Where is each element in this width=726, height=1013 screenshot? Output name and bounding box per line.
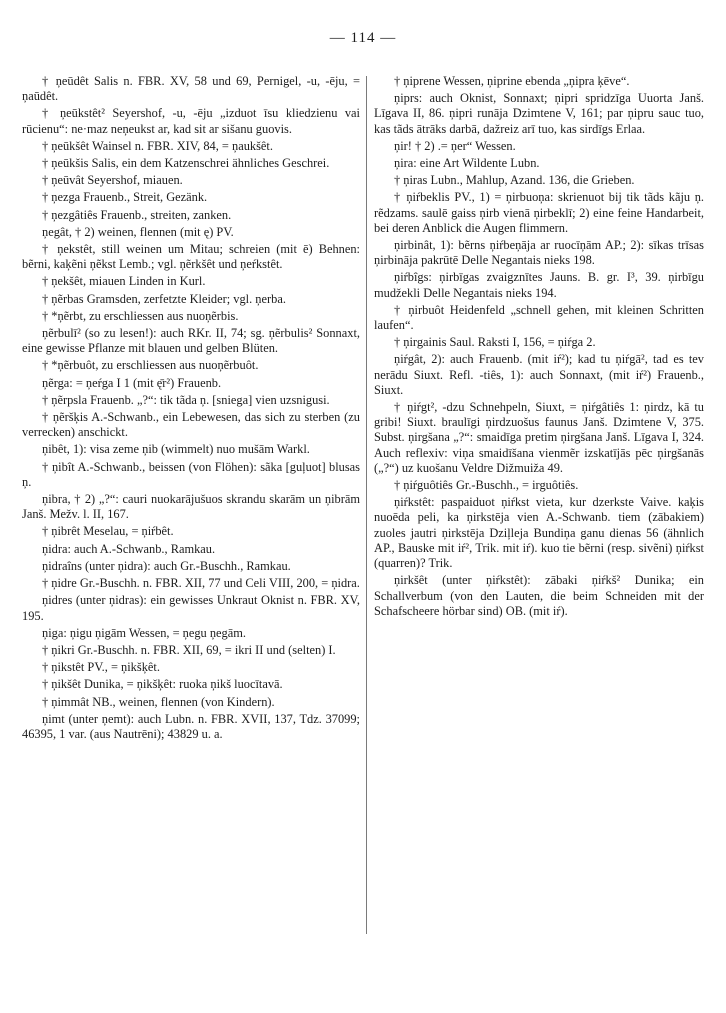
dictionary-entry: † ņiŕbeklis PV., 1) = ņirbuoņa: skrienuot bij tik tãds kãju ņ. rẽdzams. saulē gaiss ņirb vienā ņirbeklī; 2) eine feine Handarbeit, bei deren Anblick die Augen flimmern.: [374, 190, 704, 235]
dictionary-entry: † ņikstêt PV., = ņikšķêt.: [42, 660, 160, 675]
dictionary-entry: † ņiŕgt², -dzu Schnehpeln, Siuxt, = ņiŕgâtiês 1: ņirdz, kā tu gribi! Siuxt. braulīgi ņirdzuošus faunus Janš. Dzimtene V, 375. Subst. ņirgšana „?“: smaidīga pretim ņirgšana Janš. Līgava I, 324. Auch reflexiv: viņa smaidīšana vienmẽr izskatījās pēc ņirgšanās („?“) uz kuošanu Veldre Dižmuiža 49.: [374, 400, 704, 475]
dictionary-entry: ņibra, † 2) „?“: cauri nuokarājušuos skrandu skarām un ņibrām Janš. Mežv. l. II, 167.: [22, 492, 360, 522]
right-column: [374, 74, 704, 621]
dictionary-entry: ņiga: ņigu ņigām Wessen, = ņegu ņegām.: [42, 625, 246, 640]
dictionary-entry: † ņirbuôt Heidenfeld „schnell gehen, mit kleinen Schritten laufen“.: [374, 302, 704, 333]
dictionary-entry: † ņezgâtiês Frauenb., streiten, zanken.: [42, 207, 232, 222]
dictionary-entry: ņimt (unter ņemt): auch Lubn. n. FBR. XVII, 137, Tdz. 37099; 46395, 1 var. (aus Nautrēni); 43829 u. a.: [22, 711, 360, 741]
dictionary-entry: † ņibrêt Meselau, = ņiŕbêt.: [42, 524, 174, 539]
dictionary-entry: ņidraîns (unter ņidra): auch Gr.-Buschh., Ramkau.: [42, 558, 291, 573]
dictionary-entry: † ņiras Lubn., Mahlup, Azand. 136, die Grieben.: [394, 173, 635, 188]
dictionary-entry: † ņiŕguôtiês Gr.-Buschh., = irguôtiês.: [394, 478, 579, 493]
dictionary-entry: † ņibît A.-Schwanb., beissen (von Flöhen): sãka [guļuot] blusas ņ.: [22, 459, 360, 489]
dictionary-entry: ņira: eine Art Wildente Lubn.: [394, 156, 540, 171]
dictionary-entry: † ņikri Gr.-Buschh. n. FBR. XII, 69, = ikri II und (selten) I.: [42, 642, 336, 657]
left-column: [22, 74, 360, 744]
dictionary-entry: ņirkšêt (unter ņiŕkstêt): zābaki ņiŕkš² Dunika; ein Schallverbum (von den Lauten, die beim Schneiden mit der Schafscheere hörbar sind) OB. (mit iŕ).: [374, 573, 704, 618]
dictionary-entry: ņẽrbulī² (so zu lesen!): auch RKr. II, 74; sg. ņẽrbulis² Sonnaxt, eine gewisse Pflanze mit blauen und gelben Blüten.: [22, 326, 360, 356]
column-divider: [366, 76, 367, 934]
dictionary-entry: † *ņẽrbuôt, zu erschliessen aus nuoņẽrbuôt.: [42, 358, 259, 373]
dictionary-entry: † *ņẽrbt, zu erschliessen aus nuoņẽrbis.: [42, 308, 239, 323]
dictionary-entry: † ņẽrpsla Frauenb. „?“: tik tãda ņ. [sniega] vien uzsnigusi.: [42, 392, 330, 407]
dictionary-entry: † ņezga Frauenb., Streit, Gezänk.: [42, 190, 208, 205]
dictionary-entry: ņegât, † 2) weinen, flennen (mit ę) PV.: [42, 224, 234, 239]
dictionary-entry: † ņeūkšis Salis, ein dem Katzenschrei ähnliches Geschrei.: [42, 156, 330, 171]
dictionary-entry: † ņẽrbas Gramsden, zerfetzte Kleider; vgl. ņerba.: [42, 291, 286, 306]
dictionary-entry: ņir! † 2) .= ņer“ Wessen.: [394, 138, 516, 153]
dictionary-entry: † ņirgainis Saul. Raksti I, 156, = ņiŕga 2.: [394, 335, 596, 350]
dictionary-entry: † ņekšêt, miauen Linden in Kurl.: [42, 274, 206, 289]
dictionary-entry: † ņikšêt Dunika, = ņikšķêt: ruoka ņikš luocītavā.: [42, 677, 283, 692]
dictionary-entry: ņidres (unter ņidras): ein gewisses Unkraut Oknist n. FBR. XV, 195.: [22, 593, 360, 623]
dictionary-entry: † ņeūdêt Salis n. FBR. XV, 58 und 69, Pernigel, -u, -ēju, = ņaūdêt.: [22, 74, 360, 104]
dictionary-entry: ņiŕgât, 2): auch Frauenb. (mit iŕ²); kad tu ņiŕgā², tad es tev nerādu Siuxt. Refl. -tiês, 1): auch Sonnaxt, (mit iŕ²) Frauenb., Siuxt.: [374, 352, 704, 397]
dictionary-entry: † ņẽršķis A.-Schwanb., ein Lebewesen, das sich zu sterben (zu verrecken) anschickt.: [22, 410, 360, 440]
dictionary-entry: ņiŕbîgs: ņirbīgas zvaigznītes Jauns. B. gr. I³, 39. ņirbīgu mudžekli Delle Negantais nieks 194.: [374, 270, 704, 300]
dictionary-entry: † ņidre Gr.-Buschh. n. FBR. XII, 77 und Celi VIII, 200, = ņidra.: [42, 576, 360, 591]
dictionary-entry: † ņimmât NB., weinen, flennen (von Kindern).: [42, 694, 275, 709]
page-number: — 114 —: [329, 30, 397, 46]
dictionary-entry: ņirbinât, 1): bẽrns ņiŕbeņāja ar ruocīņām AP.; 2): sīkas trīsas ņirbināja pakrūtē Delle Negantais nieks 198.: [374, 238, 704, 268]
dictionary-entry: ņẽrga: = ņeŕga I 1 (mit ę̄r²) Frauenb.: [42, 375, 222, 390]
dictionary-entry: † ņeūvât Seyershof, miauen.: [42, 173, 183, 188]
dictionary-entry: ņiŕkstêt: paspaiduot ņiŕkst vieta, kur dzerkste Vaive. kaķis nuoēda peli, ka ņirkstēja vien A.-Schwanb. tiem (zābakiem) zuoles jautri ņirkstēja Dziļleja Bundiņa ganu dienas 56 (ähnlich AP., Bauske mit iŕ², Trik. mit iŕ). kuo tie bẽrni (resp. sivẽni) ņiŕkst (quarren)? Trik.: [374, 495, 704, 571]
dictionary-entry: ņidra: auch A.-Schwanb., Ramkau.: [42, 541, 216, 556]
dictionary-entry: ņiprs: auch Oknist, Sonnaxt; ņipri spridzīga Uuorta Janš. Līgava II, 86. ņipri runāja Dzimtene V, 161; par ņipru sauc tuo, kas tãds ātrāks darbā, dažreiz arī tuo, kas sirdīgs Erlaa.: [374, 91, 704, 136]
dictionary-entry: † ņekstêt, still weinen um Mitau; schreien (mit ē) Behnen: bẽrni, kaķẽni ņẽkst Lemb.; vgl. ņẽrkšêt und ņeŕkstêt.: [22, 242, 360, 272]
dictionary-entry: † ņeūkšêt Wainsel n. FBR. XIV, 84, = ņaukšêt.: [42, 138, 273, 153]
dictionary-entry: † ņeūkstêt² Seyershof, -u, -ēju „izduot īsu kliedzienu vai rūcienu“: ne·maz neņeukst ar, kad sit ar sišanu guovis.: [22, 106, 360, 136]
dictionary-entry: ņibêt, 1): visa zeme ņib (wimmelt) nuo mušām Warkl.: [42, 442, 310, 457]
dictionary-entry: † ņiprene Wessen, ņiprine ebenda „ņipra ķēve“.: [394, 74, 630, 88]
